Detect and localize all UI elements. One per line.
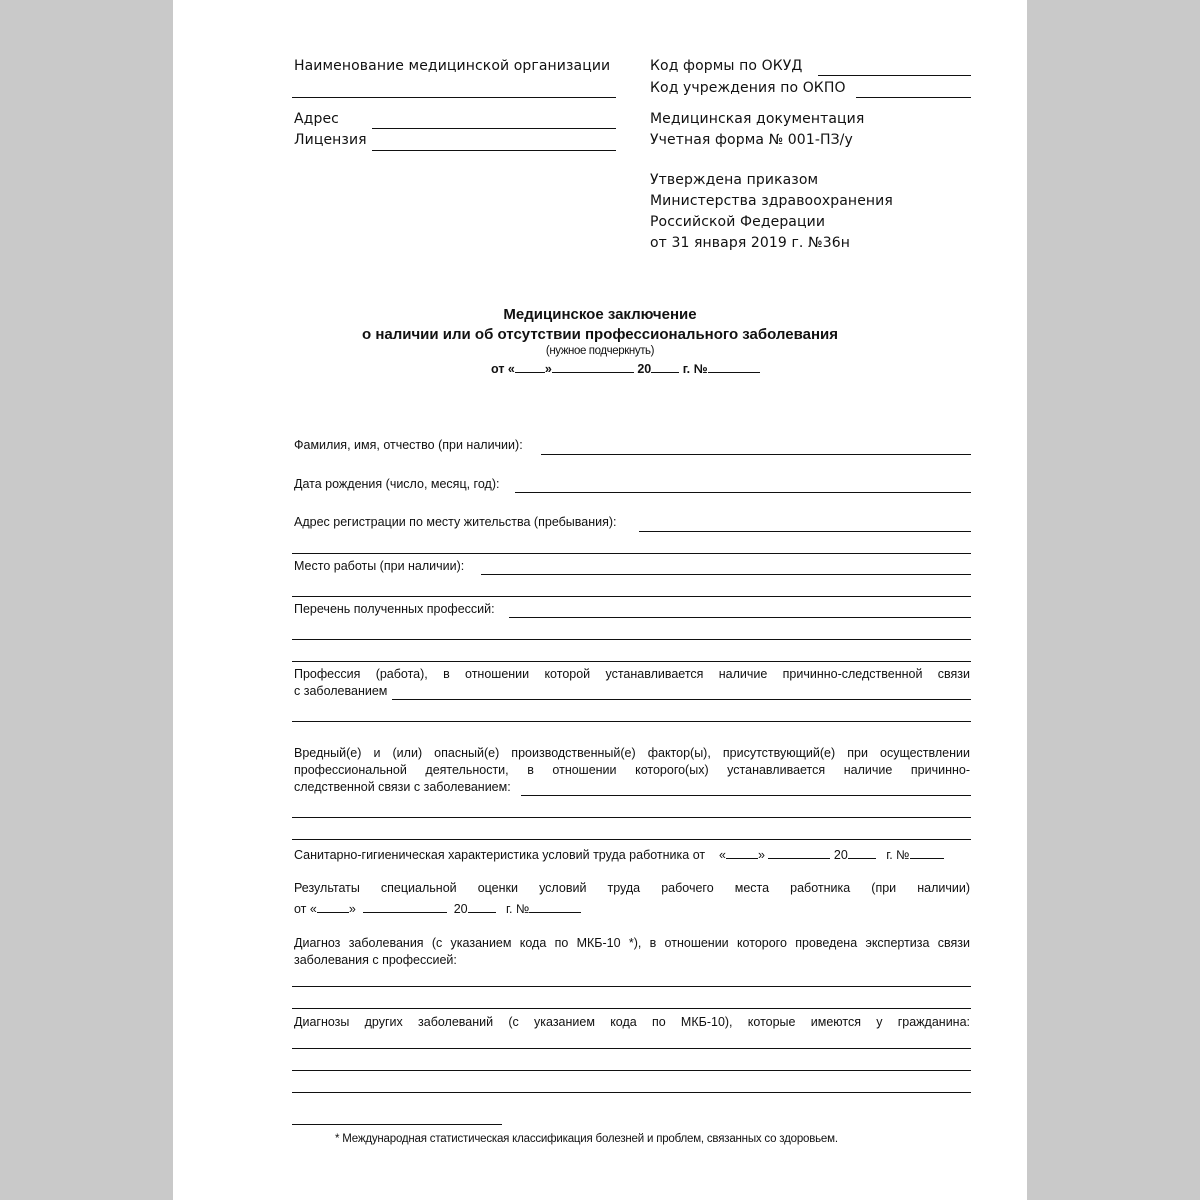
professions-line-2[interactable] [292,639,971,640]
date-month-field[interactable] [552,360,634,373]
harmful-factors-field-2[interactable] [292,817,971,818]
results-line-1: Результаты специальной оценки условий труда рабочего места работника (при наличии) [294,881,970,895]
profession-work-line-1: Профессия (работа), в отношении которой устанавливается наличие причинно-следственной связи [294,667,970,681]
underline-note: (нужное подчеркнуть) [545,345,655,357]
approval-line-2: Министерства здравоохранения [650,193,893,209]
sanitary-quote-open: « [719,848,726,862]
other-diagnoses-field-3[interactable] [292,1092,971,1093]
approval-line-1: Утверждена приказом [650,172,819,188]
license-line[interactable] [372,150,616,151]
date-number-field[interactable] [708,360,760,373]
reg-address-label: Адрес регистрации по месту жительства (пребывания): [294,515,617,529]
harmful-factors-line-3: следственной связи с заболеванием: [294,780,511,794]
sanitary-year-field[interactable] [848,846,876,859]
results-no-label: г. № [506,902,530,916]
okpo-line[interactable] [856,97,971,98]
birth-date-label: Дата рождения (число, месяц, год): [294,477,500,491]
title-date-row [491,360,760,376]
harmful-factors-field-3[interactable] [292,839,971,840]
sanitary-month-field[interactable] [768,846,830,859]
document-subtitle: о наличии или об отсутствии профессионального заболевания [361,326,838,343]
birth-date-line[interactable] [515,492,971,493]
org-name-label: Наименование медицинской организации [294,58,611,74]
reg-address-line-2[interactable] [292,553,971,554]
profession-work-line-2: с заболеванием [294,684,388,698]
license-label: Лицензия [294,132,367,148]
diagnosis-line-2: заболевания с профессией: [294,953,457,967]
org-name-line[interactable] [292,97,616,98]
profession-work-field-2[interactable] [292,721,971,722]
professions-line-3[interactable] [292,661,971,662]
doc-type: Медицинская документация [650,111,865,127]
approval-line-3: Российской Федерации [650,214,826,230]
okud-line[interactable] [818,75,971,76]
other-diagnoses-field-2[interactable] [292,1070,971,1071]
document-title: Медицинское заключение [503,306,697,323]
reg-address-line-1[interactable] [639,531,971,532]
date-no-label: г. № [682,362,708,376]
diagnosis-field-2[interactable] [292,1008,971,1009]
sanitary-label: Санитарно-гигиеническая характеристика условий труда работника от [294,848,706,862]
address-line[interactable] [372,128,616,129]
results-date-row [294,900,581,916]
document-page [173,0,1027,1200]
workplace-line-1[interactable] [481,574,971,575]
other-diagnoses-field-1[interactable] [292,1048,971,1049]
date-close-quote: » [544,362,552,376]
results-year-field[interactable] [468,900,496,913]
date-20-label: 20 [637,362,652,376]
results-month-field[interactable] [363,900,447,913]
sanitary-20-label: 20 [833,848,848,862]
results-20-label: 20 [453,902,468,916]
date-day-field[interactable] [515,360,545,373]
okpo-label: Код учреждения по ОКПО [650,80,846,96]
results-day-field[interactable] [317,900,349,913]
sanitary-row [294,846,944,862]
fio-label: Фамилия, имя, отчество (при наличии): [294,438,523,452]
harmful-factors-line-1: Вредный(е) и (или) опасный(е) производственный(е) фактор(ы), присутствующий(е) при осуществлении [294,746,970,760]
footnote-separator [292,1124,502,1125]
fio-line[interactable] [541,454,971,455]
sanitary-no-label: г. № [886,848,910,862]
workplace-label: Место работы (при наличии): [294,559,465,573]
address-label: Адрес [294,111,339,127]
footnote: * Международная статистическая классификация болезней и проблем, связанных со здоровьем. [335,1133,838,1145]
okud-label: Код формы по ОКУД [650,58,803,74]
harmful-factors-line-2: профессиональной деятельности, в отношении которого(ых) устанавливается наличие причинно- [294,763,970,777]
diagnosis-field-1[interactable] [292,986,971,987]
workplace-line-2[interactable] [292,596,971,597]
results-ot-label: от « [294,902,317,916]
date-ot-label: от « [491,362,515,376]
profession-work-field-1[interactable] [392,699,971,700]
diagnosis-line-1: Диагноз заболевания (с указанием кода по МКБ-10 *), в отношении которого проведена экспертиза связи [294,936,970,950]
sanitary-number-field[interactable] [910,846,944,859]
other-diagnoses-label: Диагнозы других заболеваний (с указанием кода по МКБ-10), которые имеются у гражданина: [294,1015,970,1029]
sanitary-quote-close: » [757,848,765,862]
professions-line-1[interactable] [509,617,971,618]
professions-label: Перечень полученных профессий: [294,602,495,616]
harmful-factors-field-1[interactable] [521,795,971,796]
form-number: Учетная форма № 001-ПЗ/у [650,132,853,148]
results-number-field[interactable] [529,900,581,913]
approval-line-4: от 31 января 2019 г. №36н [650,235,850,251]
results-quote-close: » [348,902,356,916]
date-year-field[interactable] [651,360,679,373]
sanitary-day-field[interactable] [726,846,758,859]
